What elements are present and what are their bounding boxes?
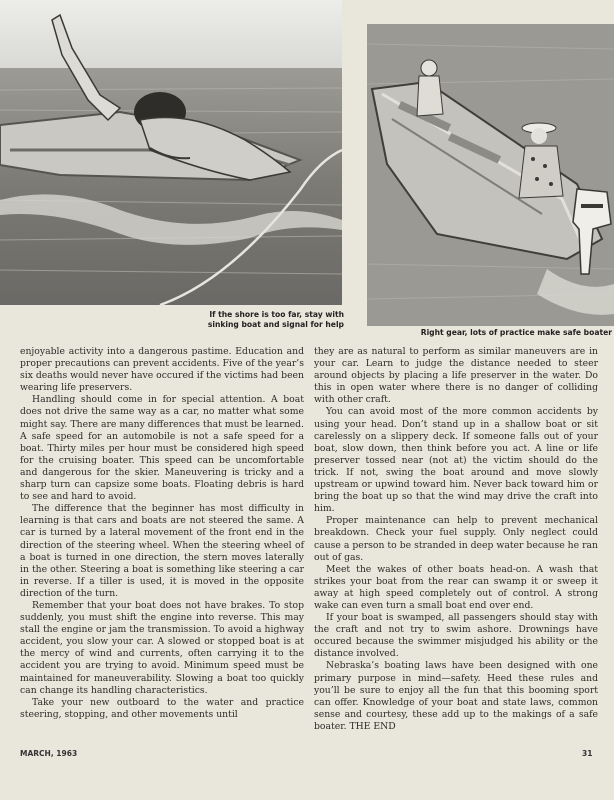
caption-left-line-1: If the shore is too far, stay with — [209, 310, 344, 319]
caption-left — [168, 310, 344, 330]
paragraph: You can avoid most of the more common accidents by using your head. Don’t stand up in a shallow boat or sit carelessly on a slippery deck. If someone falls out of your boat, slow down, then think before you act. A line or life preserver tossed near (not at) the victim should do the trick. If not, swing the boat around and move slowly upstream or upwind toward him. Never back toward him or bring the boat up so that the wind may drive the craft into him. — [314, 406, 598, 515]
paragraph: Handling should come in for special attention. A boat does not drive the same way as a car, no matter what some might say. There are many differences that must be learned. A safe speed for an automobile is not a safe speed for a boat. Thirty miles per hour must be considered high speed for the cruising boater. This speed can be uncomfortable and dangerous for the skier. Maneuvering is tricky and a sharp turn can capsize some boats. Floating debris is hard to see and hard to avoid. — [20, 394, 304, 503]
paragraph: Take your new outboard to the water and practice steering, stopping, and other movements until — [20, 696, 304, 720]
footer-date: MARCH, 1963 — [20, 749, 78, 758]
paragraph: enjoyable activity into a dangerous pastime. Education and proper precautions can prevent accidents. Five of the year’s six deaths would never have occured if the victims had been wearing life preservers. — [20, 346, 304, 394]
paragraph: Remember that your boat does not have brakes. To stop suddenly, you must shift the engine into reverse. This may stall the engine or jam the transmission. To avoid a highway accident, you slow your car. A slowed or stopped boat is at the mercy of wind and currents, often carrying it to the accident you are trying to avoid. Minimum speed must be maintained for maneuverability. Slowing a boat too quickly can change its handling characteristics. — [20, 599, 304, 696]
caption-right: Right gear, lots of practice make safe boater — [420, 328, 612, 337]
photo-sinking-boat — [0, 0, 342, 305]
paragraph: Proper maintenance can help to prevent mechanical breakdown. Check your fuel supply. Only neglect could cause a person to be stranded in deep water because he ran out of gas. — [314, 515, 598, 563]
article-column-right — [314, 346, 598, 733]
photo-safe-boater — [367, 24, 614, 326]
page-number: 31 — [582, 749, 593, 758]
paragraph: If your boat is swamped, all passengers should stay with the craft and not try to swim ashore. Drownings have occured because the swimmer misjudged his ability or the distance involved. — [314, 612, 598, 660]
paragraph: Nebraska’s boating laws have been designed with one primary purpose in mind—safety. Heed these rules and you’ll be sure to enjoy all the fun that this booming sport can offer. Knowledge of your boat and state laws, common sense and courtesy, these add up to the makings of a safe boater. THE END — [314, 660, 598, 732]
paragraph: Meet the wakes of other boats head-on. A wash that strikes your boat from the rear can swamp it or sweep it away at high speed completely out of control. A strong wake can even turn a small boat end over end. — [314, 563, 598, 611]
paragraph: they are as natural to perform as similar maneuvers are in your car. Learn to judge the distance needed to steer around objects by placing a life preserver in the water. Do this in open water where there is no danger of colliding with other craft. — [314, 346, 598, 406]
caption-left-line-2: sinking boat and signal for help — [207, 320, 344, 329]
article-column-left — [20, 346, 304, 721]
paragraph: The difference that the beginner has most difficulty in learning is that cars and boats are not steered the same. A car is turned by a lateral movement of the front end in the direction of the steering wheel. When the steering wheel of a boat is turned in one direction, the stern moves laterally in the other. Steering a boat is something like steering a car in reverse. If a tiller is used, it is moved in the opposite direction of the turn. — [20, 503, 304, 599]
